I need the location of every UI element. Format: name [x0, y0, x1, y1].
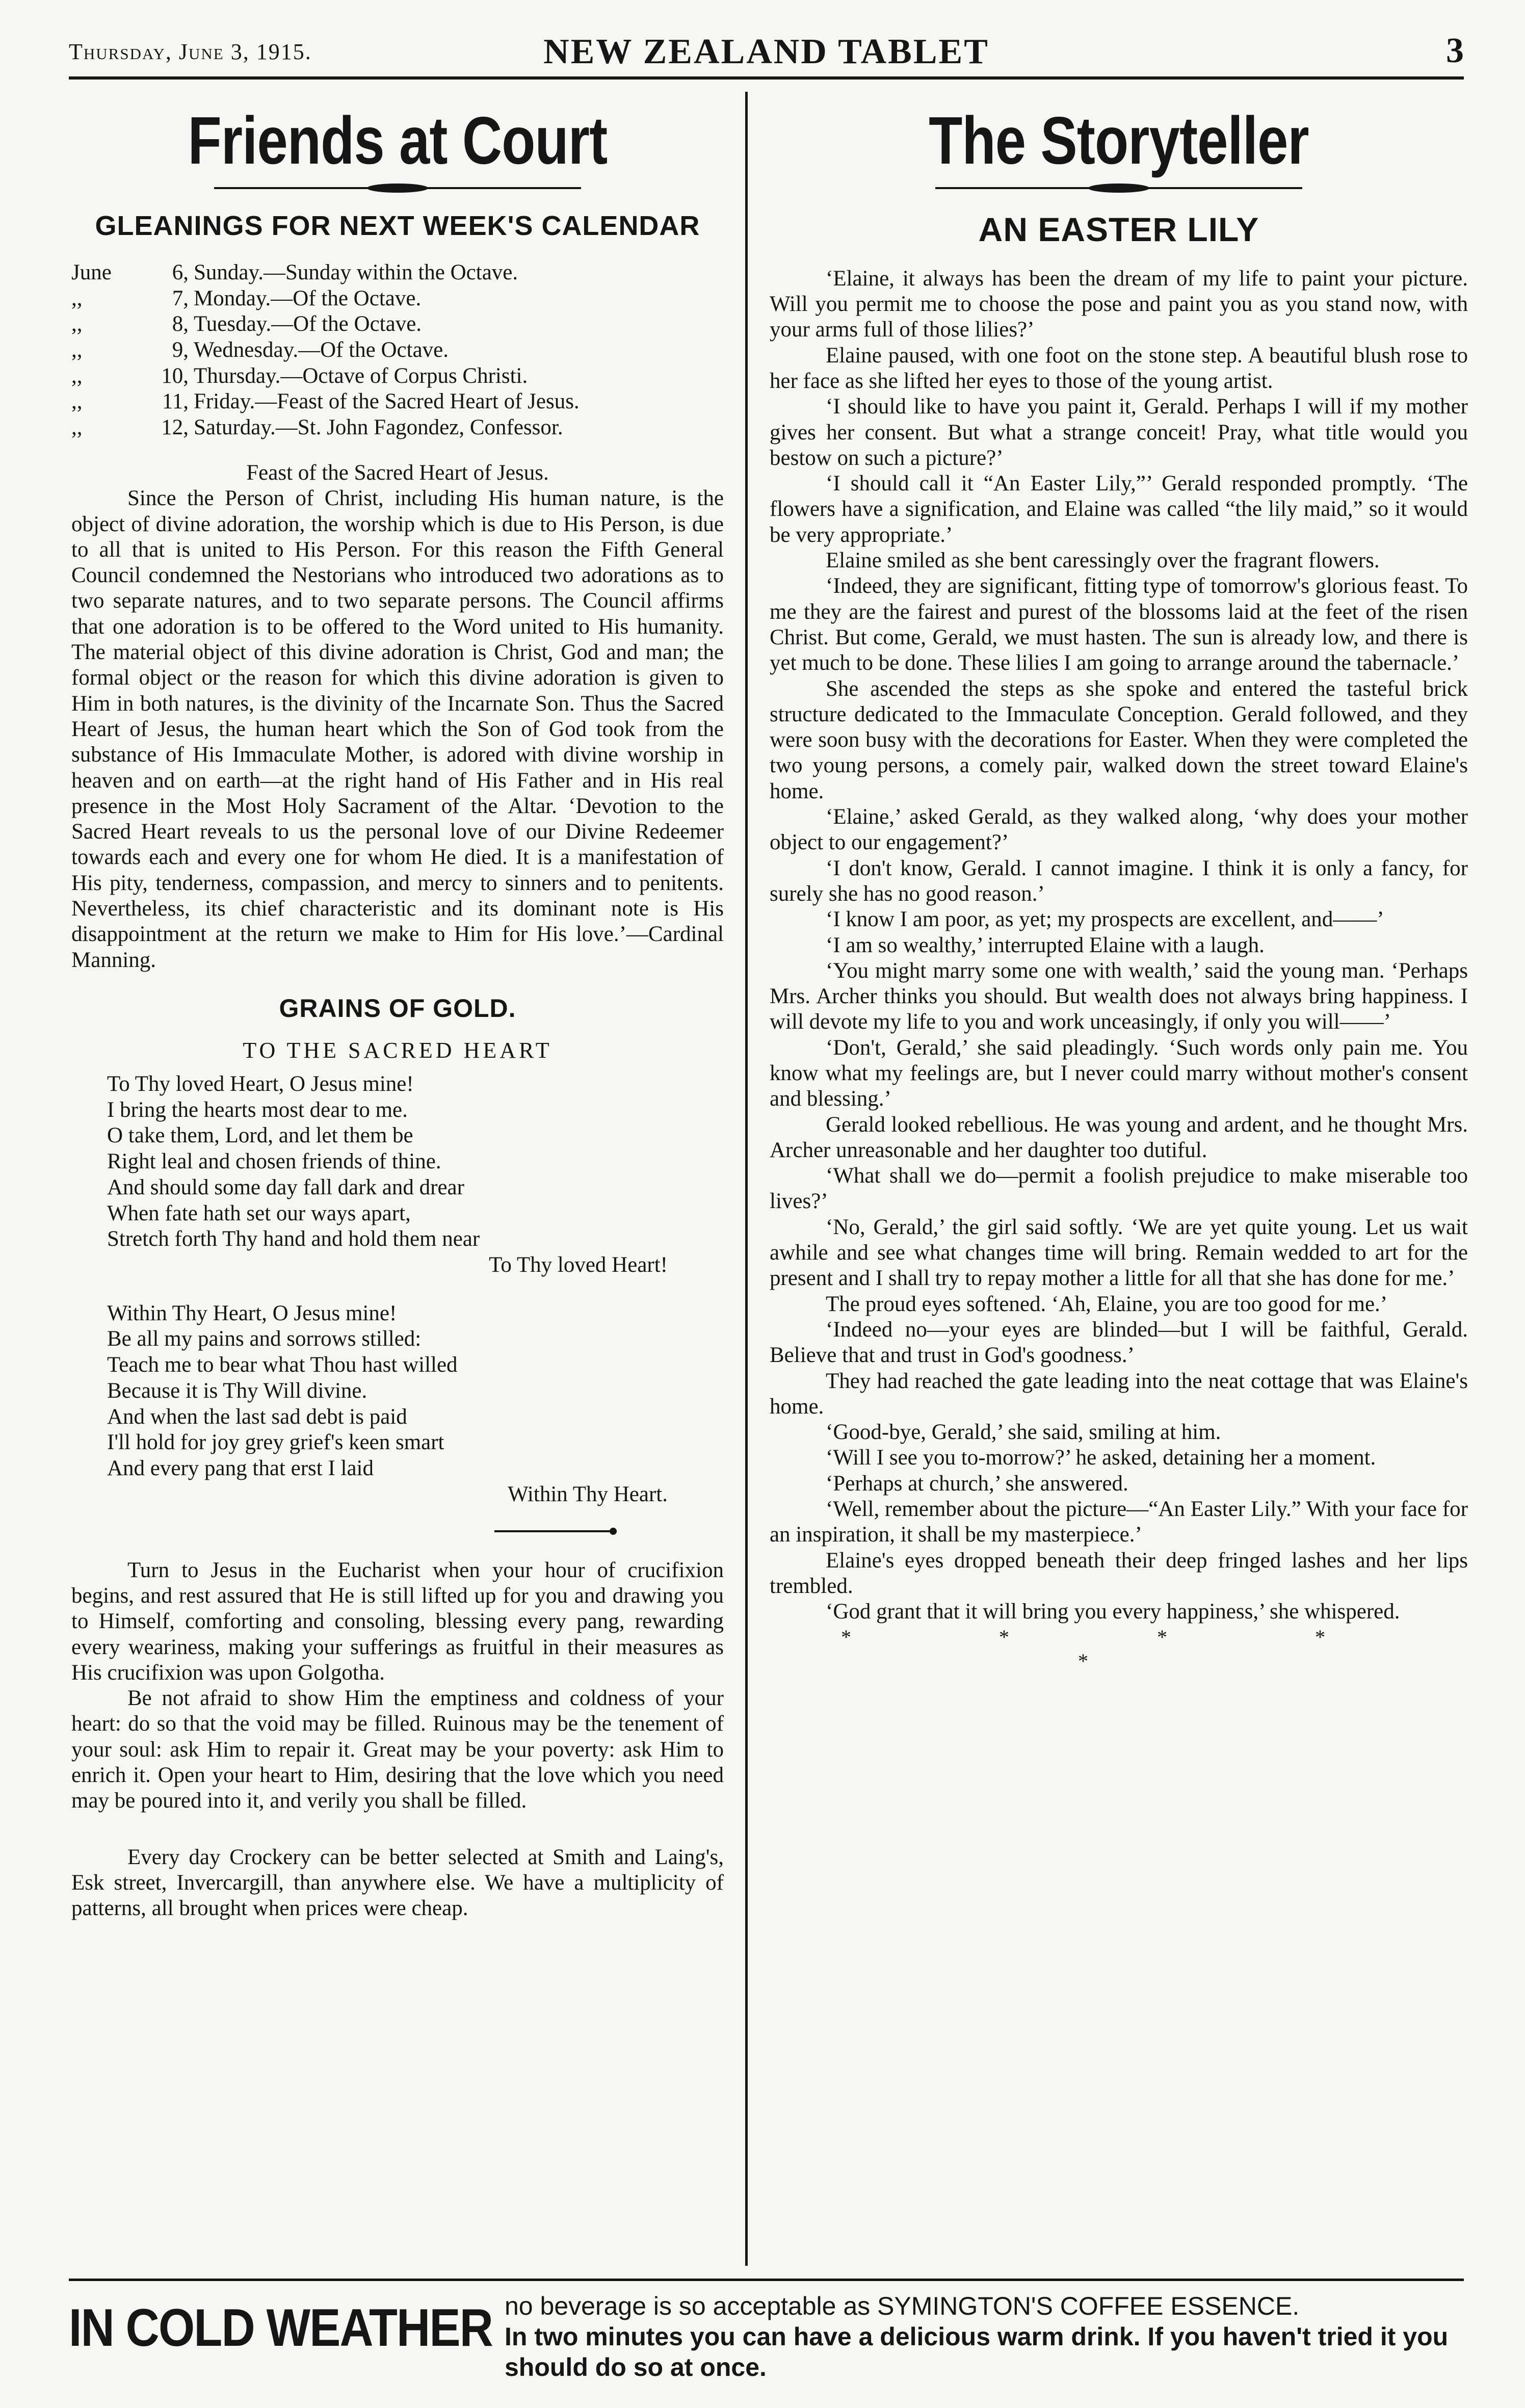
heart-paragraph: Be not afraid to show Him the emptiness and coldness of your heart: do so that the void may be filled. Ruinous may be the tenement of your soul: ask Him to repair it. Great may be your poverty: ask Him to enrich it. Open your heart to Him, desiring that the love which you need may be poured into it, and verily you shall be filled. [71, 1686, 724, 1813]
story-paragraph: ‘Will I see you to-morrow?’ he asked, detaining her a moment. [826, 1446, 1376, 1470]
story-paragraph: Gerald looked rebellious. He was young and ardent, and he thought Mrs. Archer unreasonable and her daughter too dutiful. [770, 1112, 1468, 1162]
calendar-entry: ,, 12, Saturday.—St. John Fagondez, Confessor. [71, 415, 563, 440]
feast-heading: Feast of the Sacred Heart of Jesus. [246, 460, 549, 485]
story-paragraph: She ascended the steps as she spoke and entered the tasteful brick structure dedicated to the Immaculate Conception. Gerald followed, and they were soon busy with the decorations for Easter. When they were completed the two young persons, a comely pair, walked down the street toward Elaine's home. [770, 676, 1468, 803]
calendar-heading: GLEANINGS FOR NEXT WEEK'S CALENDAR [95, 210, 700, 241]
story-paragraph: ‘I know I am poor, as yet; my prospects are excellent, and——’ [826, 907, 1384, 932]
calendar-entry: ,, 9, Wednesday.—Of the Octave. [71, 338, 449, 362]
banner-text [505, 2291, 1464, 2383]
story-paragraph: Elaine smiled as she bent caressingly over the fragrant flowers. [826, 548, 1380, 573]
coffee-essence-banner [69, 2289, 1464, 2391]
title-ornament-rule [214, 184, 581, 193]
story-title: AN EASTER LILY [978, 210, 1259, 248]
eucharist-paragraph: Turn to Jesus in the Eucharist when your hour of crucifixion begins, and rest assured that He is still lifted up for you and drawing you to Himself, comforting and consoling, blessing every pang, rewarding every weariness, making your sufferings as fruitful in their measures as His crucifixion was upon Golgotha. [71, 1558, 724, 1685]
left-column [71, 92, 724, 1921]
page-header [69, 32, 1464, 77]
story-paragraph: Elaine's eyes dropped beneath their deep fringed lashes and her lips trembled. [770, 1548, 1468, 1598]
header-rule [69, 76, 1464, 80]
story-paragraph: ‘Indeed, they are significant, fitting type of tomorrow's glorious feast. To me they are the fairest and purest of the blossoms laid at the feet of the risen Christ. But come, Gerald, we must hasten. The sun is already low, and there is yet much to be done. These lilies I am going to arrange around the tabernacle.’ [770, 574, 1468, 675]
calendar-entry: June 6, Sunday.—Sunday within the Octave. [71, 260, 518, 284]
column-divider [745, 92, 748, 2266]
header-title: NEW ZEALAND TABLET [543, 32, 989, 71]
grains-heading: GRAINS OF GOLD. [279, 993, 516, 1023]
banner-line-1: no beverage is so acceptable as SYMINGTON'S COFFEE ESSENCE. [505, 2292, 1300, 2320]
banner-headline: IN COLD WEATHER [69, 2298, 493, 2358]
story-paragraph: ‘Indeed no—your eyes are blinded—but I will be faithful, Gerald. Believe that and trust in God's goodness.’ [770, 1317, 1468, 1368]
header-date: Thursday, June 3, 1915. [69, 39, 312, 64]
story-paragraph: ‘What shall we do—permit a foolish prejudice to make miserable too lives?’ [770, 1164, 1468, 1214]
calendar-list [71, 260, 724, 441]
poem-title: TO THE SACRED HEART [243, 1037, 553, 1063]
section-end-rule [494, 1530, 617, 1532]
calendar-entry: ,, 8, Tuesday.—Of the Octave. [71, 312, 422, 336]
poem-stanza-2: Within Thy Heart, O Jesus mine! Be all my pains and sorrows stilled: Teach me to bear what Thou hast willed Because it is Thy Will divine. And when the last sad debt is paid I'll hold for joy grey grief's keen smart And every pang that erst I laid Within Thy Heart. [107, 1301, 668, 1506]
story-paragraph: ‘I don't know, Gerald. I cannot imagine. I think it is only a fancy, for surely she has no good reason.’ [770, 856, 1468, 906]
story-paragraph: The proud eyes softened. ‘Ah, Elaine, you are too good for me.’ [826, 1292, 1388, 1316]
story-paragraph: ‘I should call it “An Easter Lily,”’ Gerald responded promptly. ‘The flowers have a signification, and Elaine was called “the lily maid,” so it would be very appropriate.’ [770, 472, 1468, 547]
calendar-entry: ,, 7, Monday.—Of the Octave. [71, 286, 422, 310]
storyteller-title: The Storyteller [929, 103, 1309, 178]
section-break-stars: * * * * * [841, 1625, 1397, 1672]
story-paragraph: ‘Good-bye, Gerald,’ she said, smiling at him. [826, 1420, 1221, 1445]
banner-rule [69, 2279, 1464, 2281]
story-paragraph: They had reached the gate leading into the neat cottage that was Elaine's home. [770, 1369, 1468, 1419]
story-paragraph: ‘Elaine, it always has been the dream of my life to paint your picture. Will you permit me to choose the pose and paint you as you stand now, with your arms full of those lilies?’ [770, 266, 1468, 342]
crockery-advert: Every day Crockery can be better selected at Smith and Laing's, Esk street, Invercargill, than anywhere else. We have a multiplicity of patterns, all brought when prices were cheap. [71, 1845, 724, 1921]
title-ornament-rule [935, 184, 1302, 193]
calendar-entry: ,, 10, Thursday.—Octave of Corpus Christi. [71, 363, 528, 388]
feast-paragraph: Since the Person of Christ, including His human nature, is the object of divine adoration, the worship which is due to His Person, is due to all that is united to His Person. For this reason the Fifth General Council condemned the Nestorians who introduced two adorations as to two separate natures, and to two separate persons. The Council affirms that one adoration is to be offered to the Word united to His humanity. The material object of this divine adoration is Christ, God and man; the formal object or the reason for which this divine adoration is given to Him in both natures, is the divinity of the Incarnate Son. Thus the Sacred Heart of Jesus, the human heart which the Son of God took from the substance of His Immaculate Mother, is adored with divine worship in heaven and on earth—at the right hand of His Father and in His real presence in the Most Holy Sacrament of the Altar. ‘Devotion to the Sacred Heart reveals to us the personal love of our Divine Redeemer towards each and every one for whom He died. It is a manifestation of His pity, tenderness, compassion, and mercy to sinners and to penitents. Nevertheless, its chief characteristic and its dominant note is His disappointment at the return we make to Him for His love.’—Cardinal Manning. [71, 486, 724, 972]
story-paragraph: ‘Elaine,’ asked Gerald, as they walked along, ‘why does your mother object to our engagement?’ [770, 805, 1468, 855]
story-paragraph: ‘I am so wealthy,’ interrupted Elaine with a laugh. [826, 933, 1265, 957]
story-paragraph: ‘No, Gerald,’ the girl said softly. ‘We are yet quite young. Let us wait awhile and see what changes time will bring. Remain wedded to art for the present and I shall try to repay mother a little for all that she has done for me.’ [770, 1215, 1468, 1291]
story-paragraph: ‘Perhaps at church,’ she answered. [826, 1471, 1128, 1496]
story-paragraph: ‘God grant that it will bring you every happiness,’ she whispered. [826, 1600, 1400, 1624]
calendar-entry: ,, 11, Friday.—Feast of the Sacred Heart of Jesus. [71, 389, 580, 414]
story-paragraph: ‘Don't, Gerald,’ she said pleadingly. ‘Such words only pain me. You know what my feelings are, but I never could marry without mother's consent and blessing.’ [770, 1035, 1468, 1111]
right-column [770, 92, 1468, 1673]
friends-at-court-title: Friends at Court [188, 103, 608, 178]
story-paragraph: ‘You might marry some one with wealth,’ said the young man. ‘Perhaps Mrs. Archer thinks you should. But wealth does not always bring happiness. I will devote my life to you and work unceasingly, if only you will——’ [770, 958, 1468, 1034]
page-number: 3 [1446, 31, 1464, 70]
banner-line-2: In two minutes you can have a delicious warm drink. If you haven't tried it you should do so at once. [505, 2322, 1449, 2381]
story-paragraph: ‘Well, remember about the picture—“An Easter Lily.” With your face for an inspiration, it shall be my masterpiece.’ [770, 1497, 1468, 1547]
story-paragraph: ‘I should like to have you paint it, Gerald. Perhaps I will if my mother gives her consent. But what a strange conceit! Pray, what title would you bestow on such a picture?’ [770, 395, 1468, 470]
poem-stanza-1: To Thy loved Heart, O Jesus mine! I bring the hearts most dear to me. O take them, Lord, and let them be Right leal and chosen friends of thine. And should some day fall dark and drear When fate hath set our ways apart, Stretch forth Thy hand and hold them near To Thy loved Heart! [107, 1071, 668, 1277]
story-paragraph: Elaine paused, with one foot on the stone step. A beautiful blush rose to her face as she lifted her eyes to those of the young artist. [770, 343, 1468, 393]
